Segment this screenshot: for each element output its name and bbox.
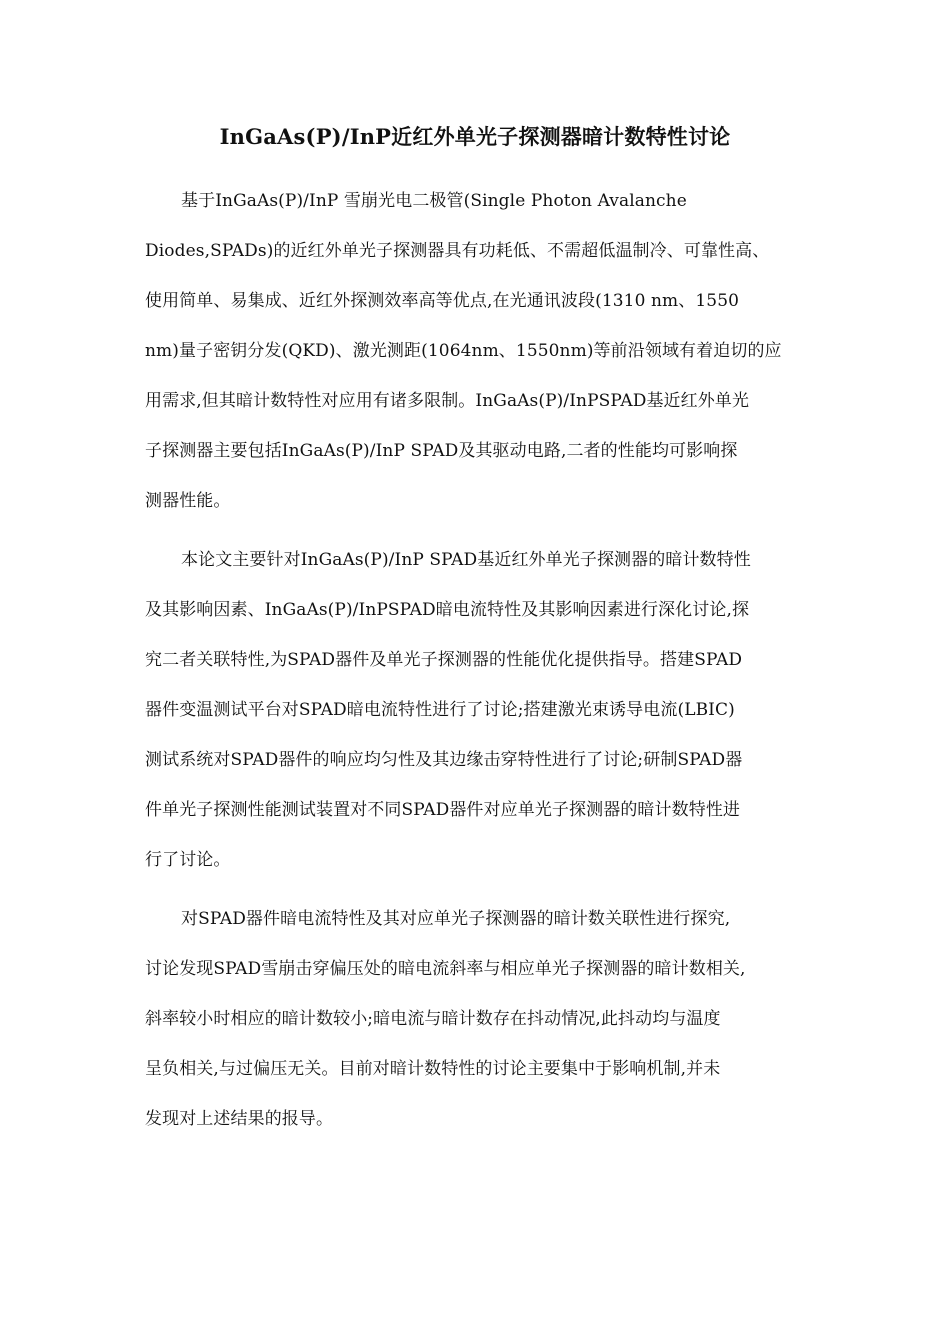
paragraph-2-line-6: 件单光子探测性能测试装置对不同SPAD器件对应单光子探测器的暗计数特性进 — [145, 800, 741, 820]
paragraph-3-line-2: 讨论发现SPAD雪崩击穿偏压处的暗电流斜率与相应单光子探测器的暗计数相关, — [145, 959, 746, 979]
paragraph-3-line-4: 呈负相关,与过偏压无关。目前对暗计数特性的讨论主要集中于影响机制,并未 — [145, 1059, 721, 1079]
paragraph-1-line-3: 使用简单、易集成、近红外探测效率高等优点,在光通讯波段(1310 nm、1550 — [145, 291, 740, 311]
document-title: InGaAs(P)/InP近红外单光子探测器暗计数特性讨论 — [219, 124, 731, 149]
paragraph-2-line-3: 究二者关联特性,为SPAD器件及单光子探测器的性能优化提供指导。搭建SPAD — [145, 650, 743, 670]
paragraph-2-line-5: 测试系统对SPAD器件的响应均匀性及其边缘击穿特性进行了讨论;研制SPAD器 — [145, 750, 743, 770]
paragraph-2-line-1: 本论文主要针对InGaAs(P)/InP SPAD基近红外单光子探测器的暗计数特性 — [181, 550, 751, 570]
paragraph-1-line-7: 测器性能。 — [145, 491, 231, 511]
paragraph-2-line-2: 及其影响因素、InGaAs(P)/InPSPAD暗电流特性及其影响因素进行深化讨论,探 — [145, 600, 750, 620]
paragraph-3-line-3: 斜率较小时相应的暗计数较小;暗电流与暗计数存在抖动情况,此抖动均与温度 — [145, 1009, 721, 1029]
paragraph-2-line-7: 行了讨论。 — [145, 850, 231, 870]
paragraph-1-line-6: 子探测器主要包括InGaAs(P)/InP SPAD及其驱动电路,二者的性能均可影响探 — [145, 441, 738, 461]
paragraph-3-line-5: 发现对上述结果的报导。 — [145, 1109, 334, 1129]
paragraph-1-line-2: Diodes,SPADs)的近红外单光子探测器具有功耗低、不需超低温制冷、可靠性高、 — [145, 241, 770, 261]
paragraph-1-line-4: nm)量子密钥分发(QKD)、激光测距(1064nm、1550nm)等前沿领域有着迫切的应 — [145, 341, 782, 361]
paragraph-3-line-1: 对SPAD器件暗电流特性及其对应单光子探测器的暗计数关联性进行探究, — [181, 909, 731, 929]
paragraph-2-line-4: 器件变温测试平台对SPAD暗电流特性进行了讨论;搭建激光束诱导电流(LBIC) — [145, 700, 735, 720]
paragraph-1-line-1: 基于InGaAs(P)/InP 雪崩光电二极管(Single Photon Avalanche — [181, 191, 687, 211]
paragraph-1-line-5: 用需求,但其暗计数特性对应用有诸多限制。InGaAs(P)/InPSPAD基近红外单光 — [145, 391, 750, 411]
